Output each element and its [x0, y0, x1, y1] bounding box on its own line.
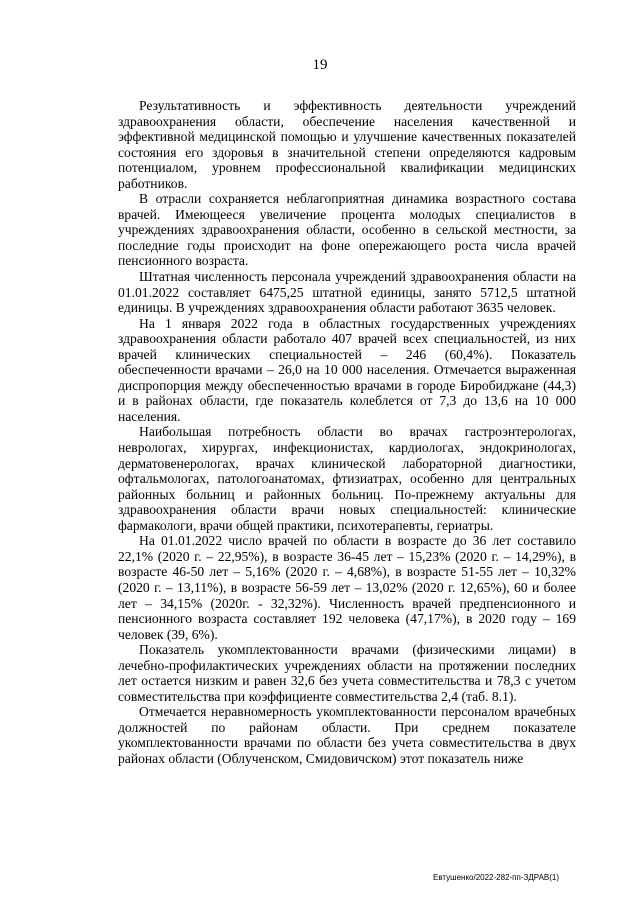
paragraph-8: Отмечается неравномерность укомплектованности персоналом врачебных должностей по районам области. При среднем показателе укомплектованности врачами по области без учета совместительства в двух районах области (Облученском, Смидовичском) этот показатель ниже — [118, 704, 576, 766]
paragraph-1: Результативность и эффективность деятельности учреждений здравоохранения области, обеспечение населения качественной и эффективной медицинской помощью и улучшение качественных показателей состояния его здоровья в значительной степени определяются кадровым потенциалом, уровнем профессиональной квалификации медицинских работников. — [118, 98, 576, 191]
paragraph-2: В отрасли сохраняется неблагоприятная динамика возрастного состава врачей. Имеющееся увеличение процента молодых специалистов в учреждениях здравоохранения области, особенно в сельской местности, за последние годы происходит на фоне опережающего роста числа врачей пенсионного возраста. — [118, 191, 576, 269]
paragraph-7: Показатель укомплектованности врачами (физическими лицами) в лечебно-профилактических учреждениях области на протяжении последних лет остается низким и равен 32,6 без учета совместительства и 78,3 с учетом совместительства при коэффициенте совместительства 2,4 (таб. 8.1). — [118, 642, 576, 704]
paragraph-5: Наибольшая потребность области во врачах гастроэнтерологах, неврологах, хирургах, инфекционистах, кардиологах, эндокринологах, дерматовенерологах, врачах клинической лабораторной диагностики, офтальмологах, патологоанатомах, фтизиатрах, особенно для центральных районных больниц и районных больниц. По-прежнему актуальны для здравоохранения области врачи новых специальностей: клинические фармакологи, врачи общей практики, психотерапевты, гериатры. — [118, 424, 576, 533]
page-number: 19 — [312, 57, 328, 73]
paragraph-6: На 01.01.2022 число врачей по области в возрасте до 36 лет составило 22,1% (2020 г. – 22,95%), в возрасте 36-45 лет – 15,23% (2020 г. – 14,29%), в возрасте 46-50 лет – 5,16% (2020 г. – 4,68%), в возрасте 51-55 лет – 10,32% (2020 г. – 13,11%), в возрасте 56-59 лет – 13,02% (2020 г. 12,65%), 60 и более лет – 34,15% (2020г. - 32,32%). Численность врачей предпенсионного и пенсионного возраста составляет 192 человека (47,17%), в 2020 году – 169 человек (39, 6%). — [118, 533, 576, 642]
body-text — [118, 98, 576, 767]
paragraph-3: Штатная численность персонала учреждений здравоохранения области на 01.01.2022 составляет 6475,25 штатной единицы, занято 5712,5 штатной единицы. В учреждениях здравоохранения области работают 3635 человек. — [118, 269, 576, 316]
paragraph-4: На 1 января 2022 года в областных государственных учреждениях здравоохранения области работало 407 врачей всех специальностей, из них врачей клинических специальностей – 246 (60,4%). Показатель обеспеченности врачами – 26,0 на 10 000 населения. Отмечается выраженная диспропорция между обеспеченностью врачами в городе Биробиджане (44,3) и в районах области, где показатель колеблется от 7,3 до 13,6 на 10 000 населения. — [118, 315, 576, 424]
document-footer-code: Евтушенко/2022-282-пп-ЗДРАВ(1) — [433, 873, 560, 882]
